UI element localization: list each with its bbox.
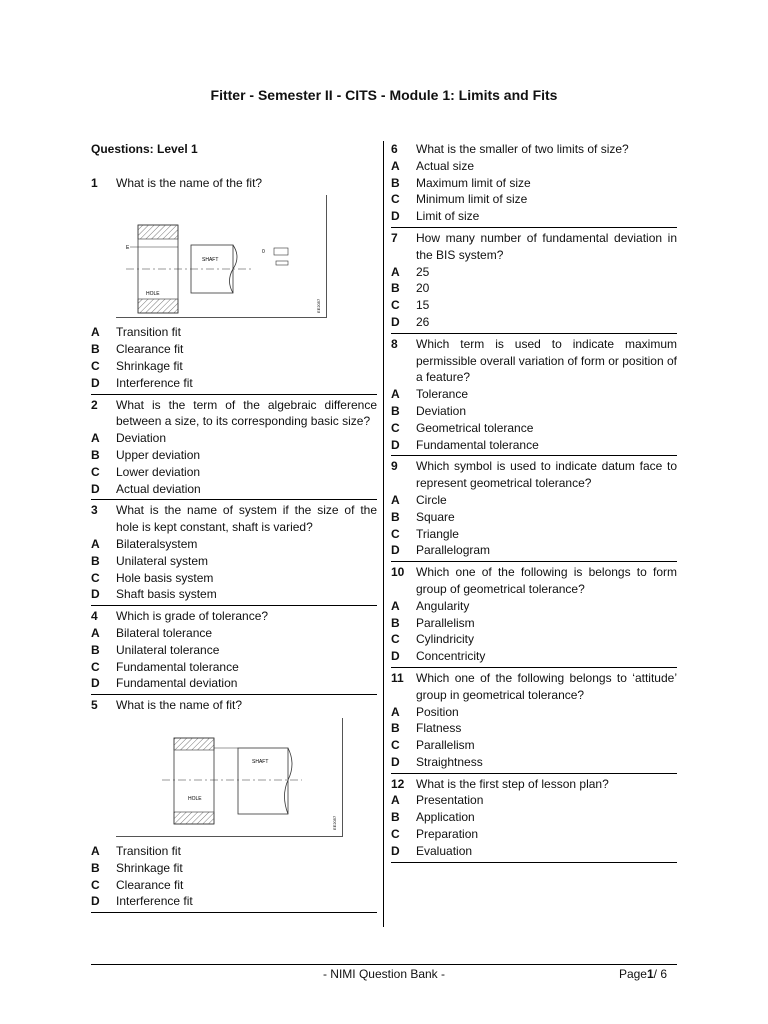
option-letter: C [391, 420, 400, 435]
page-title: Fitter - Semester II - CITS - Module 1: Limits and Fits [210, 87, 558, 103]
option-letter: A [391, 264, 400, 279]
question-10 [391, 564, 677, 668]
question-text: What is the name of system if the size of the hole is kept constant, shaft is varied? [116, 503, 377, 535]
option-d [91, 375, 377, 392]
question-6 [391, 141, 677, 228]
question-number: 8 [391, 336, 398, 351]
option-b [91, 642, 377, 659]
page-number [619, 967, 667, 981]
option-letter: D [391, 314, 400, 329]
option-text: Concentricity [416, 649, 486, 664]
question-stem [391, 458, 677, 492]
option-text: Limit of size [416, 209, 480, 224]
option-text: Fundamental tolerance [116, 659, 239, 674]
spacer [91, 158, 377, 175]
option-b [391, 615, 677, 632]
option-text: Shrinkage fit [116, 860, 183, 875]
fit-diagram-2 [116, 718, 342, 836]
option-letter: C [391, 738, 400, 753]
option-letter: B [391, 615, 400, 630]
option-letter: A [91, 536, 100, 551]
option-letter: C [91, 877, 100, 892]
left-column [91, 141, 377, 915]
option-a [91, 324, 377, 341]
footer-rule [91, 964, 677, 965]
option-c [391, 826, 677, 843]
option-letter: B [91, 342, 100, 357]
right-column [391, 141, 677, 865]
question-1 [91, 175, 377, 395]
option-c [91, 877, 377, 894]
option-text: Flatness [416, 721, 462, 736]
option-a [91, 430, 377, 447]
option-c [391, 631, 677, 648]
question-2 [91, 397, 377, 501]
option-letter: D [391, 843, 400, 858]
option-text: Shrinkage fit [116, 358, 183, 373]
question-text: Which term is used to indicate maximum permissible overall variation of form or position of a feature? [416, 336, 677, 385]
option-text: Presentation [416, 793, 484, 808]
option-text: Deviation [416, 403, 467, 418]
option-letter: C [91, 464, 100, 479]
question-stem [91, 697, 377, 714]
option-letter: D [91, 676, 100, 691]
option-letter: B [391, 509, 400, 524]
option-b [391, 175, 677, 192]
option-letter: C [391, 192, 400, 207]
question-text: What is the term of the algebraic difference between a size, to its corresponding basic size? [116, 397, 377, 429]
question-stem [391, 230, 677, 264]
option-b [391, 509, 677, 526]
footer-text: - NIMI Question Bank - [322, 967, 446, 981]
option-text: Straightness [416, 754, 483, 769]
option-text: Preparation [416, 827, 479, 842]
option-letter: D [391, 543, 400, 558]
option-letter: D [91, 587, 100, 602]
question-11 [391, 670, 677, 774]
option-text: Unilateral system [116, 553, 209, 568]
option-text: 26 [416, 314, 430, 329]
option-letter: A [391, 598, 400, 613]
fit-diagram-1 [116, 195, 326, 317]
option-d [91, 893, 377, 910]
option-letter: B [91, 447, 100, 462]
question-stem [91, 397, 377, 431]
option-letter: D [391, 437, 400, 452]
section-heading: Questions: Level 1 [91, 142, 198, 156]
option-text: Angularity [416, 598, 470, 613]
question-12 [391, 776, 677, 863]
svg-text:SHAFT: SHAFT [252, 758, 269, 765]
option-d [91, 586, 377, 603]
option-a [391, 264, 677, 281]
option-text: Clearance fit [116, 877, 184, 892]
option-c [91, 570, 377, 587]
question-5 [91, 697, 377, 913]
option-letter: A [391, 492, 400, 507]
option-d [391, 843, 677, 860]
question-7 [391, 230, 677, 334]
question-stem [391, 141, 677, 158]
question-number: 3 [91, 503, 98, 518]
option-b [91, 341, 377, 358]
svg-text:EE2057: EE2057 [332, 815, 337, 830]
option-text: Parallelogram [416, 543, 491, 558]
option-b [391, 809, 677, 826]
question-text: What is the name of fit? [116, 698, 243, 713]
option-c [391, 420, 677, 437]
option-text: Application [416, 810, 475, 825]
option-letter: C [91, 570, 100, 585]
option-letter: C [391, 632, 400, 647]
option-text: Bilateralsystem [116, 536, 198, 551]
option-letter: B [391, 175, 400, 190]
option-letter: C [91, 659, 100, 674]
question-figure [116, 195, 327, 318]
option-text: Transition fit [116, 325, 181, 340]
option-b [391, 720, 677, 737]
option-text: 20 [416, 281, 430, 296]
option-letter: B [391, 721, 400, 736]
option-b [91, 553, 377, 570]
option-b [91, 447, 377, 464]
option-d [391, 542, 677, 559]
option-c [391, 737, 677, 754]
option-letter: C [391, 827, 400, 842]
option-text: Unilateral tolerance [116, 642, 220, 657]
option-text: Hole basis system [116, 570, 214, 585]
question-number: 7 [391, 230, 398, 245]
option-c [91, 659, 377, 676]
page-current: 1 [646, 967, 654, 981]
option-text: Upper deviation [116, 447, 201, 462]
question-stem [91, 175, 377, 192]
svg-text:HOLE: HOLE [146, 291, 160, 298]
question-number: 9 [391, 459, 398, 474]
question-text: Which is grade of tolerance? [116, 609, 269, 624]
question-stem [91, 502, 377, 536]
option-c [91, 358, 377, 375]
question-number: 6 [391, 142, 398, 156]
question-number: 4 [91, 609, 98, 624]
option-letter: D [391, 649, 400, 664]
option-text: 15 [416, 298, 430, 313]
option-text: Fundamental tolerance [416, 437, 539, 452]
question-9 [391, 458, 677, 562]
option-text: Actual size [416, 158, 475, 173]
option-d [391, 208, 677, 225]
option-text: Interference fit [116, 894, 193, 909]
option-letter: A [391, 158, 400, 173]
question-8 [391, 336, 677, 457]
option-letter: A [91, 325, 100, 340]
option-letter: A [391, 387, 400, 402]
svg-text:EE2057: EE2057 [316, 299, 321, 314]
option-c [91, 464, 377, 481]
option-text: Parallelism [416, 615, 475, 630]
option-letter: D [91, 894, 100, 909]
svg-text:E: E [126, 245, 130, 252]
option-text: Cylindricity [416, 632, 475, 647]
question-3 [91, 502, 377, 606]
option-letter: D [91, 375, 100, 390]
question-text: Which symbol is used to indicate datum face to represent geometrical tolerance? [416, 459, 677, 491]
option-a [91, 843, 377, 860]
option-letter: B [391, 810, 400, 825]
question-number: 11 [391, 670, 404, 685]
option-letter: B [91, 553, 100, 568]
option-a [391, 704, 677, 721]
option-d [91, 675, 377, 692]
option-a [91, 536, 377, 553]
option-d [391, 314, 677, 331]
option-letter: C [391, 526, 400, 541]
option-text: Transition fit [116, 843, 181, 858]
question-figure [116, 718, 343, 837]
question-stem [91, 608, 377, 625]
option-d [91, 481, 377, 498]
option-letter: C [91, 358, 100, 373]
option-letter: D [91, 481, 100, 496]
question-stem [391, 776, 677, 793]
option-c [391, 526, 677, 543]
option-a [91, 625, 377, 642]
column-divider [383, 141, 384, 927]
question-4 [91, 608, 377, 695]
right-question-list [391, 141, 677, 863]
option-letter: A [91, 431, 100, 446]
option-a [391, 598, 677, 615]
question-text: Which one of the following is belongs to form group of geometrical tolerance? [416, 565, 677, 596]
option-text: Shaft basis system [116, 587, 217, 602]
option-letter: A [391, 704, 400, 719]
option-text: Tolerance [416, 387, 469, 402]
option-text: Maximum limit of size [416, 175, 531, 190]
question-number: 1 [91, 175, 98, 190]
option-text: Square [416, 509, 455, 524]
option-d [391, 754, 677, 771]
question-number: 2 [91, 397, 98, 412]
option-text: Geometrical tolerance [416, 420, 534, 435]
question-text: How many number of fundamental deviation in the BIS system? [416, 230, 677, 262]
option-text: Lower deviation [116, 464, 201, 479]
question-number: 12 [391, 776, 405, 791]
option-text: Interference fit [116, 375, 193, 390]
svg-text:HOLE: HOLE [188, 795, 202, 802]
question-number: 5 [91, 698, 98, 713]
question-text: What is the smaller of two limits of size? [416, 142, 629, 156]
option-text: Parallelism [416, 738, 475, 753]
svg-text:0: 0 [262, 249, 265, 256]
option-text: 25 [416, 264, 430, 279]
svg-text:SHAFT: SHAFT [202, 257, 219, 264]
option-letter: B [91, 642, 100, 657]
option-text: Circle [416, 492, 447, 507]
option-b [91, 860, 377, 877]
page-prefix: Page [618, 967, 647, 981]
option-letter: B [391, 281, 400, 296]
question-stem [391, 670, 677, 704]
question-stem [391, 336, 677, 386]
option-a [391, 792, 677, 809]
question-stem [391, 564, 677, 598]
option-text: Fundamental deviation [116, 676, 238, 691]
option-text: Actual deviation [116, 481, 201, 496]
option-c [391, 297, 677, 314]
option-c [391, 191, 677, 208]
left-question-list [91, 175, 377, 914]
option-a [391, 492, 677, 509]
option-letter: D [391, 754, 400, 769]
option-text: Deviation [116, 431, 167, 446]
option-text: Evaluation [416, 843, 473, 858]
question-text: What is the first step of lesson plan? [416, 776, 609, 791]
option-text: Clearance fit [116, 342, 184, 357]
option-letter: C [391, 298, 400, 313]
page-total: / 6 [653, 967, 667, 981]
option-d [391, 648, 677, 665]
option-letter: B [391, 403, 400, 418]
option-letter: A [91, 625, 100, 640]
option-b [391, 280, 677, 297]
option-text: Position [416, 704, 459, 719]
option-b [391, 403, 677, 420]
option-letter: D [391, 209, 400, 224]
option-d [391, 437, 677, 454]
option-letter: A [91, 843, 100, 858]
question-number: 10 [391, 565, 405, 580]
question-text: What is the name of the fit? [116, 175, 263, 190]
option-a [391, 386, 677, 403]
option-letter: A [391, 793, 400, 808]
option-text: Bilateral tolerance [116, 625, 213, 640]
option-text: Triangle [416, 526, 459, 541]
option-text: Minimum limit of size [416, 192, 528, 207]
question-text: Which one of the following belongs to ‘attitude’ group in geometrical tolerance? [416, 670, 677, 702]
option-a [391, 158, 677, 175]
option-letter: B [91, 860, 100, 875]
